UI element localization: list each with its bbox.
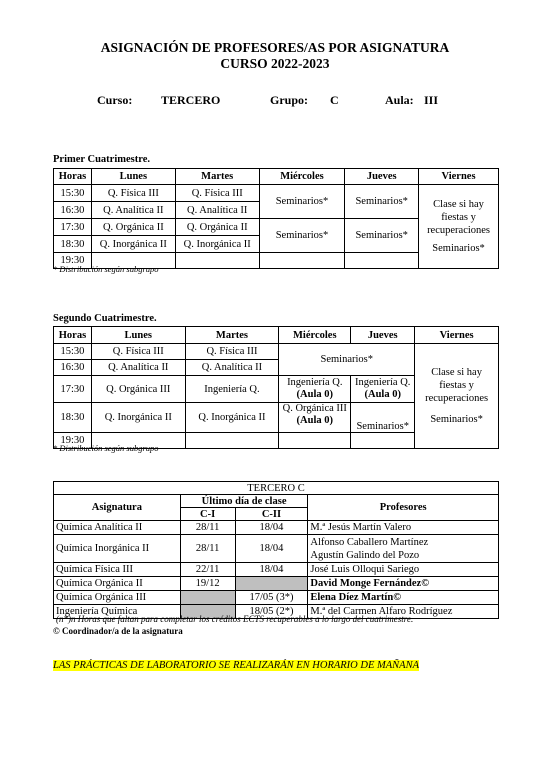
hour-cell: 18:30 [54, 236, 92, 253]
page-title: ASIGNACIÓN DE PROFESORES/AS POR ASIGNATURA [100, 40, 450, 55]
viernes-cell [415, 344, 499, 449]
header-horas: Horas [54, 327, 92, 344]
date-c1-cell [180, 591, 235, 605]
subject-cell: Química Inorgánica II [54, 535, 181, 563]
viernes-seminar: Seminarios* [432, 243, 485, 254]
subject-cell: Ingeniería Química [54, 605, 181, 619]
sem2-schedule-table [53, 326, 499, 449]
viernes-cell [419, 185, 499, 269]
professors-table [53, 481, 499, 619]
coordinator-footnote: © Coordinador/a de la asignatura [53, 626, 183, 636]
hour-cell: 15:30 [54, 185, 92, 202]
professor-cell: David Monge Fernández© [308, 577, 499, 591]
class-room: (Aula 0) [296, 415, 333, 426]
aula-value: III [424, 93, 439, 107]
class-cell: Q. Analítica II [175, 202, 259, 219]
date-c1-cell: 22/11 [180, 563, 235, 577]
class-line: Ingeniería Q. [355, 377, 411, 388]
viernes-line: fiestas y [441, 212, 476, 223]
class-cell: Q. Analítica II [91, 202, 175, 219]
professor-cell: M.ª Jesús Martín Valero [308, 521, 499, 535]
header-miercoles: Miércoles [259, 169, 345, 185]
class-cell: Q. Orgánica II [175, 219, 259, 236]
date-c2-cell: 18/05 (2*) [235, 605, 308, 619]
class-cell: Q. Inorgánica II [91, 403, 185, 433]
hour-cell: 16:30 [54, 360, 92, 376]
header-c1: C-I [180, 508, 235, 521]
hour-cell: 16:30 [54, 202, 92, 219]
subject-cell: Química Analítica II [54, 521, 181, 535]
class-cell [279, 376, 351, 403]
grupo-value: C [330, 93, 339, 107]
date-c2-cell: 17/05 (3*) [235, 591, 308, 605]
date-c1-cell: 19/12 [180, 577, 235, 591]
hour-cell: 17:30 [54, 219, 92, 236]
header-c2: C-II [235, 508, 308, 521]
class-cell: Q. Analítica II [91, 360, 185, 376]
header-jueves: Jueves [345, 169, 419, 185]
table-row [54, 577, 499, 591]
sem1-note: * Distribución según subgrupo [53, 264, 159, 274]
class-cell: Q. Analítica II [185, 360, 279, 376]
professors-table-title: TERCERO C [54, 482, 499, 495]
empty-cell [185, 433, 279, 449]
aula-label: Aula: [385, 93, 414, 107]
header-martes: Martes [175, 169, 259, 185]
table-row [54, 563, 499, 577]
empty-cell [351, 433, 415, 449]
date-c2-cell: 18/04 [235, 535, 308, 563]
class-cell: Q. Física III [185, 344, 279, 360]
lab-practice-banner [53, 660, 419, 671]
date-c2-cell: 18/04 [235, 563, 308, 577]
professor-cell: M.ª del Carmen Alfaro Rodríguez [308, 605, 499, 619]
class-line: Ingeniería Q. [287, 377, 343, 388]
class-room: (Aula 0) [364, 389, 401, 400]
seminar-cell: Seminarios* [351, 403, 415, 433]
subject-cell: Química Orgánica II [54, 577, 181, 591]
header-horas: Horas [54, 169, 92, 185]
class-cell [351, 376, 415, 403]
grupo-label: Grupo: [270, 93, 309, 107]
header-martes: Martes [185, 327, 279, 344]
class-room: (Aula 0) [296, 389, 333, 400]
seminar-cell: Seminarios* [345, 185, 419, 219]
date-c1-cell: 28/11 [180, 521, 235, 535]
class-cell: Q. Inorgánica II [185, 403, 279, 433]
class-cell: Q. Inorgánica II [175, 236, 259, 253]
class-cell: Q. Inorgánica II [91, 236, 175, 253]
seminar-cell: Seminarios* [259, 185, 345, 219]
lab-practice-text: LAS PRÁCTICAS DE LABORATORIO SE REALIZARÁN EN HORARIO DE MAÑANA [53, 660, 420, 671]
ects-footnote: (n*)n Horas que faltan para completar los créditos ECTS recuperables a lo largo del cuatrimestre. [56, 614, 414, 624]
professor-name: Alfonso Caballero Martínez [310, 536, 429, 548]
empty-cell [279, 433, 351, 449]
viernes-line: fiestas y [439, 380, 474, 391]
curso-label: Curso: [97, 93, 133, 107]
table-row [54, 591, 499, 605]
empty-cell [175, 253, 259, 269]
viernes-line: Clase si hay [433, 199, 484, 210]
class-cell [279, 403, 351, 433]
header-viernes: Viernes [419, 169, 499, 185]
professor-cell: Elena Díez Martín© [308, 591, 499, 605]
header-lunes: Lunes [91, 169, 175, 185]
seminar-cell: Seminarios* [259, 219, 345, 253]
header-profesores: Profesores [308, 495, 499, 521]
header-lunes: Lunes [91, 327, 185, 344]
class-cell: Q. Orgánica III [91, 376, 185, 403]
class-line: Q. Orgánica III [282, 403, 347, 414]
page-subtitle: CURSO 2022-2023 [220, 56, 330, 71]
table-row [54, 521, 499, 535]
header-miercoles: Miércoles [279, 327, 351, 344]
professor-cell: José Luis Olloqui Sariego [308, 563, 499, 577]
header-asignatura: Asignatura [54, 495, 181, 521]
professor-name: Agustín Galindo del Pozo [310, 549, 420, 561]
table-row [54, 535, 499, 563]
class-cell: Ingeniería Q. [185, 376, 279, 403]
sem1-schedule-table [53, 168, 499, 269]
sem1-heading: Primer Cuatrimestre. [53, 154, 150, 165]
professor-cell [308, 535, 499, 563]
date-c2-cell [235, 577, 308, 591]
viernes-line: Clase si hay [431, 367, 482, 378]
date-c2-cell: 18/04 [235, 521, 308, 535]
curso-value: TERCERO [161, 93, 221, 107]
subject-cell: Química Física III [54, 563, 181, 577]
hour-cell: 18:30 [54, 403, 92, 433]
hour-cell: 17:30 [54, 376, 92, 403]
viernes-line: recuperaciones [425, 393, 489, 404]
header-jueves: Jueves [351, 327, 415, 344]
empty-cell [345, 253, 419, 269]
hour-cell: 19:30 [54, 433, 92, 449]
seminar-cell: Seminarios* [345, 219, 419, 253]
class-cell: Q. Orgánica II [91, 219, 175, 236]
subject-cell: Química Orgánica III [54, 591, 181, 605]
sem2-note: * Distribución según subgrupo [53, 443, 159, 453]
header-ultimo-dia: Último día de clase [180, 495, 308, 508]
class-cell: Q. Física III [91, 344, 185, 360]
sem2-heading: Segundo Cuatrimestre. [53, 313, 157, 324]
hour-cell: 19:30 [54, 253, 92, 269]
date-c1-cell: 28/11 [180, 535, 235, 563]
empty-cell [259, 253, 345, 269]
viernes-line: recuperaciones [427, 225, 491, 236]
header-viernes: Viernes [415, 327, 499, 344]
class-cell: Q. Física III [91, 185, 175, 202]
hour-cell: 15:30 [54, 344, 92, 360]
seminar-cell: Seminarios* [279, 344, 415, 376]
viernes-seminar: Seminarios* [430, 414, 483, 425]
class-cell: Q. Física III [175, 185, 259, 202]
